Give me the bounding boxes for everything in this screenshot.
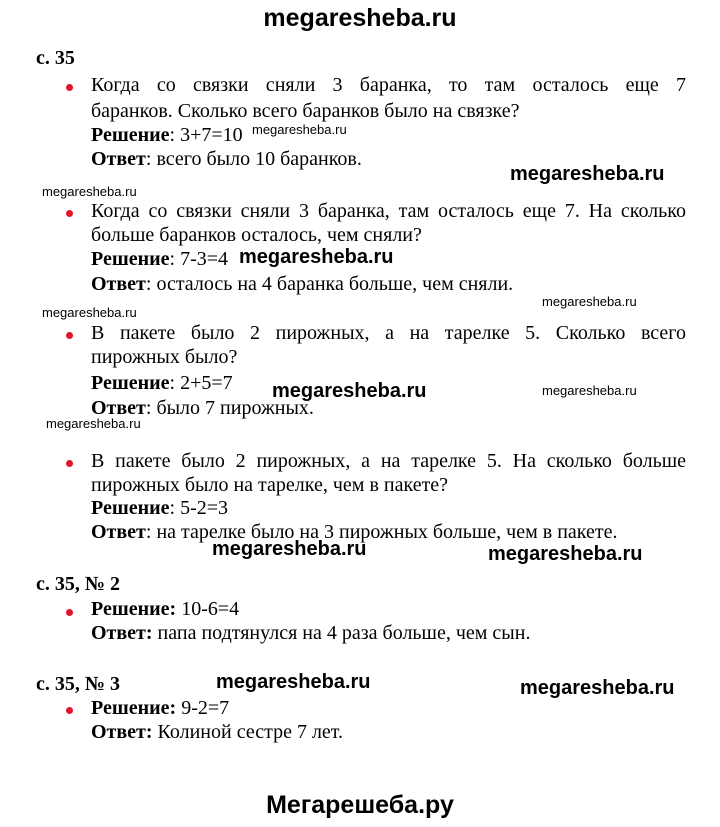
answer-text: : осталось на 4 баранка больше, чем сняли. (145, 273, 514, 295)
bullet-icon (66, 707, 73, 714)
bullet-icon (66, 609, 73, 616)
answer-text: папа подтянулся на 4 раза больше, чем сын. (152, 622, 531, 644)
solution-text: 9-2=7 (176, 697, 230, 719)
answer-label: Ответ: (91, 622, 153, 644)
site-header: megaresheba.ru (263, 4, 457, 32)
answer-label: Ответ (91, 273, 146, 295)
answer-text: : на тарелке было на 3 пирожных больше, чем в пакете. (145, 521, 618, 543)
solution-text: : 2+5=7 (169, 372, 233, 394)
watermark-large: megaresheba.ru (520, 677, 675, 699)
answer-label: Ответ (91, 148, 146, 170)
solution-label: Решение (91, 248, 170, 270)
watermark-large: megaresheba.ru (216, 671, 371, 693)
answer-line (91, 273, 513, 296)
bullet-icon (66, 332, 73, 339)
bullet-icon (66, 210, 73, 217)
question-line: В пакете было 2 пирожных, а на тарелке 5. На сколько больше (91, 450, 686, 472)
question-line: В пакете было 2 пирожных, а на тарелке 5. Сколько всего (91, 322, 686, 344)
answer-label: Ответ (91, 521, 146, 543)
solution-line (91, 124, 243, 147)
watermark-large: megaresheba.ru (510, 163, 665, 185)
answer-line (91, 148, 362, 171)
solution-line (91, 248, 228, 271)
solution-label: Решение: (91, 697, 177, 719)
watermark-small: megaresheba.ru (542, 294, 637, 309)
watermark-large: megaresheba.ru (272, 380, 427, 402)
site-footer: Мегарешеба.ру (266, 791, 454, 819)
solution-label: Решение (91, 497, 170, 519)
answer-text: Колиной сестре 7 лет. (152, 721, 344, 743)
solution-label: Решение: (91, 598, 177, 620)
answer-label: Ответ (91, 397, 146, 419)
section-title: с. 35, № 3 (36, 673, 120, 695)
watermark-large: megaresheba.ru (239, 246, 394, 268)
solution-line (91, 697, 229, 720)
answer-text: : было 7 пирожных. (145, 397, 314, 419)
question-line: Когда со связки сняли 3 баранка, то там осталось еще 7 (91, 74, 686, 96)
question-line: баранков. Сколько всего баранков было на связке? (91, 100, 520, 122)
question-line: больше баранков осталось, чем сняли? (91, 224, 422, 246)
bullet-icon (66, 84, 73, 91)
question-line: пирожных было? (91, 346, 238, 368)
watermark-small: megaresheba.ru (542, 383, 637, 398)
watermark-large: megaresheba.ru (212, 538, 367, 560)
solution-text: : 5-2=3 (169, 497, 229, 519)
section-title: с. 35, № 2 (36, 573, 120, 595)
solution-text: : 3+7=10 (169, 124, 243, 146)
solution-text: : 7-3=4 (169, 248, 229, 270)
question-line: пирожных было на тарелке, чем в пакете? (91, 474, 449, 496)
watermark-large: megaresheba.ru (488, 543, 643, 565)
solution-text: 10-6=4 (176, 598, 240, 620)
answer-line (91, 721, 343, 744)
section-title: с. 35 (36, 47, 75, 69)
solution-line (91, 497, 228, 520)
question-line: Когда со связки сняли 3 баранка, там осталось еще 7. На сколько (91, 200, 686, 222)
answer-text: : всего было 10 баранков. (145, 148, 362, 170)
bullet-icon (66, 460, 73, 467)
watermark-small: megaresheba.ru (42, 305, 137, 320)
answer-line (91, 622, 530, 645)
answer-label: Ответ: (91, 721, 153, 743)
watermark-small: megaresheba.ru (42, 184, 137, 199)
watermark-small: megaresheba.ru (252, 122, 347, 137)
solution-line (91, 598, 239, 621)
solution-label: Решение (91, 124, 170, 146)
watermark-small: megaresheba.ru (46, 416, 141, 431)
solution-label: Решение (91, 372, 170, 394)
solution-line (91, 372, 233, 395)
